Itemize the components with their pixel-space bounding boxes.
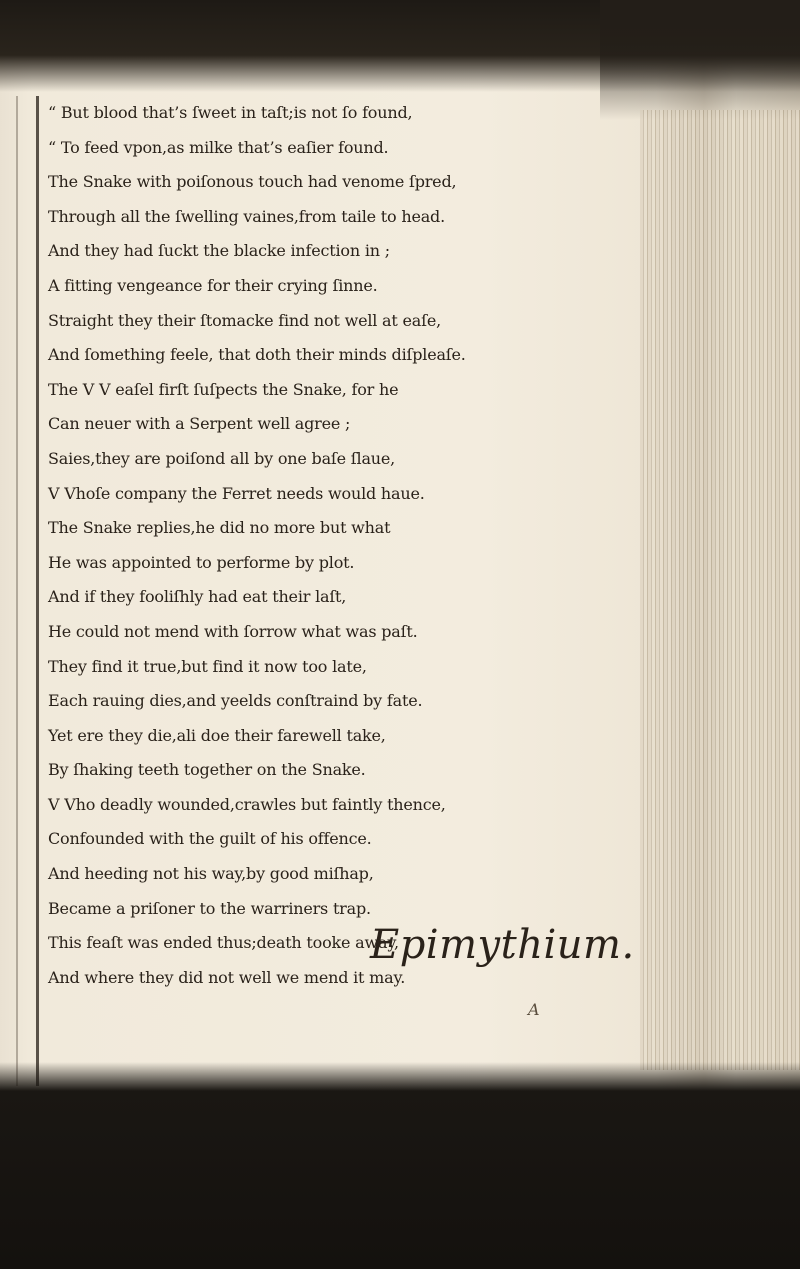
- verse-line: The Snake with poiſonous touch had venome ſpred,: [48, 172, 457, 192]
- verse-line: The Snake replies,he did no more but what: [48, 518, 391, 538]
- verse-line: And where they did not well we mend it may.: [48, 967, 406, 987]
- verse-line: By ſhaking teeth together on the Snake.: [48, 760, 366, 780]
- section-heading: Epimythium.: [370, 922, 635, 968]
- verse-line: Through all the ſwelling vaines,from taile to head.: [48, 206, 445, 226]
- catchword: A: [528, 1000, 540, 1019]
- verse-line: He could not mend with ſorrow what was paſt.: [48, 621, 418, 641]
- verse-line: “ But blood that’s ſweet in taſt;is not ſo found,: [48, 103, 413, 122]
- verse-line: And ſomething feele, that doth their minds diſpleaſe.: [48, 345, 466, 365]
- verse-line: This feaſt was ended thus;death tooke away,: [48, 933, 399, 953]
- page-fore-edge: [640, 110, 800, 1070]
- verse-line: The V V eaſel firſt ſuſpects the Snake, for he: [48, 379, 399, 399]
- verse-line: And if they fooliſhly had eat their laſt,: [48, 587, 347, 607]
- verse-line: And they had ſuckt the blacke infection in ;: [48, 241, 390, 261]
- verse-line: And heeding not his way,by good miſhap,: [48, 864, 374, 884]
- verse-block: [48, 96, 648, 995]
- verse-line: Became a priſoner to the warriners trap.: [48, 898, 371, 918]
- verse-line: Can neuer with a Serpent well agree ;: [48, 414, 351, 434]
- verse-line: V Vhoſe company the Ferret needs would haue.: [48, 483, 425, 503]
- verse-line: A fitting vengeance for their crying ſinne.: [48, 275, 378, 295]
- verse-line: He was appointed to performe by plot.: [48, 552, 355, 572]
- verse-line: V Vho deadly wounded,crawles but faintly thence,: [48, 794, 446, 814]
- left-margin-rule-outer: [16, 96, 18, 1086]
- verse-line: Straight they their ſtomacke find not well at eaſe,: [48, 310, 441, 330]
- verse-line: Yet ere they die,ali doe their farewell take,: [48, 725, 386, 745]
- verse-line: Saies,they are poiſond all by one baſe ſlaue,: [48, 448, 396, 468]
- bottom-shadow: [0, 1062, 800, 1269]
- verse-line: Each rauing dies,and yeelds conſtraind by fate.: [48, 691, 423, 711]
- verse-line: Confounded with the guilt of his offence.: [48, 829, 372, 849]
- left-margin-rule: [36, 96, 39, 1086]
- verse-line: They find it true,but find it now too late,: [48, 656, 367, 676]
- verse-line: “ To feed vpon,as milke that’s eaſier found.: [48, 137, 389, 157]
